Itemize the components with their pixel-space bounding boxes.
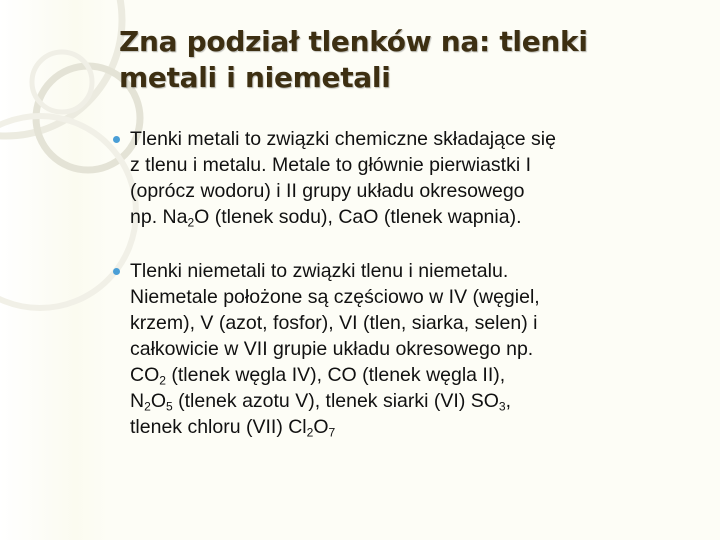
bullet-marker [113,268,120,275]
text-line: Tlenki metali to związki chemiczne składające się [130,128,556,150]
text-line: $CO_2$ (tlenek węgla IV), CO (tlenek węgla II), [130,364,506,388]
text-line: tlenek chloru (VII) $Cl_2O_7$ [130,416,336,440]
bullet-item-nonmetal-oxides [113,258,678,440]
text-line: Tlenki niemetali to związki tlenu i niemetalu. [130,260,509,282]
bullet-marker [113,136,120,143]
bullet-item-metal-oxides [113,126,678,230]
text-line: Niemetale położone są częściowo w IV (węgiel, [130,286,540,308]
decor-ring-small [32,52,92,112]
title-line: Zna podział tlenków na: tlenki [119,25,588,58]
title-line: metali i niemetali [119,61,391,94]
slide-title [119,24,699,96]
text-line: np. $Na_2O$ (tlenek sodu), CaO (tlenek wapnia). [130,206,522,230]
text-line: całkowicie w VII grupie układu okresowego np. [130,338,534,360]
text-line: $N_2O_5$ (tlenek azotu V), tlenek siarki (VI) $SO_3$, [130,390,512,414]
bullet-list [113,126,678,440]
text-line: krzem), V (azot, fosfor), VI (tlen, siarka, selen) i [130,312,538,334]
text-line: z tlenu i metalu. Metale to głównie pierwiastki I [130,154,532,176]
text-line: (oprócz wodoru) i II grupy układu okresowego [130,180,525,202]
